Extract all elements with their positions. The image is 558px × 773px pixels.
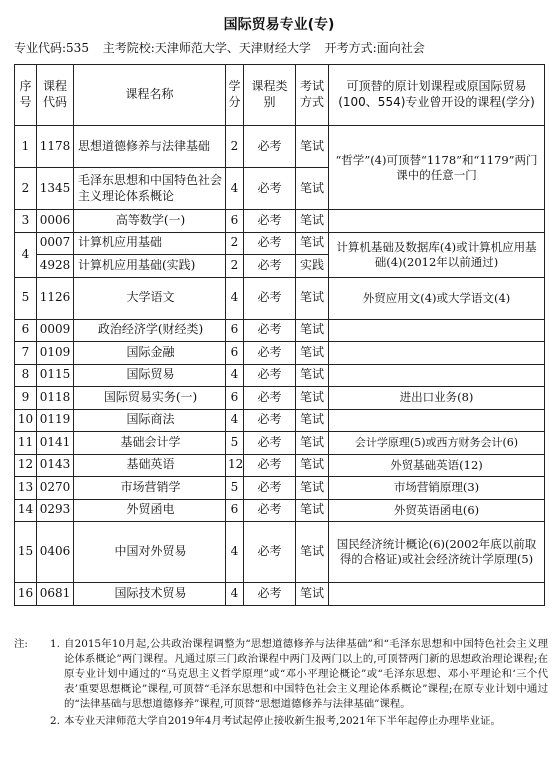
cell-exam: 笔试: [296, 499, 329, 522]
cell-seq: 12: [15, 454, 37, 477]
cell-type: 必考: [244, 432, 296, 455]
cell-credit: 5: [226, 477, 244, 500]
cell-exam: 笔试: [296, 126, 329, 168]
cell-type: 必考: [244, 168, 296, 210]
cell-credit: 6: [226, 342, 244, 365]
cell-code: 0270: [37, 477, 74, 500]
cell-code: 0406: [37, 522, 74, 583]
note-index: 1.: [50, 638, 60, 650]
cell-seq: 14: [15, 499, 37, 522]
cell-code: 0006: [37, 210, 74, 233]
cell-credit: 4: [226, 364, 244, 387]
cell-seq: 11: [15, 432, 37, 455]
cell-name: 思想道德修养与法律基础: [74, 126, 226, 168]
cell-replace: [329, 319, 545, 342]
cell-type: 必考: [244, 583, 296, 606]
cell-exam: 笔试: [296, 387, 329, 410]
header-seq: 序号: [15, 65, 37, 126]
cell-name: 毛泽东思想和中国特色社会主义理论体系概论: [74, 168, 226, 210]
cell-type: 必考: [244, 454, 296, 477]
note-text: 自2015年10月起,公共政治课程调整为“思想道德修养与法律基础”和“毛泽东思想和中国特色社会主义理论体系概论”两门课程。凡通过原三门政治课程中两门及两门以上的,可顶替两门新的思想政治理论课程;在原专业计划中通过的“马克思主义哲学原理”或“邓小平理论概论”或“毛泽东思想、邓小平理论和‘三个代表’重要思想概论”课程,可顶替“毛泽东思想和中国特色社会主义理论体系概论”课程;在原专业计划中通过的“法律基础与思想道德修养”课程,可顶替“思想道德修养与法律基础”课程。: [64, 638, 548, 711]
cell-replace: 外贸英语函电(6): [329, 499, 545, 522]
table-row: [15, 522, 545, 583]
table-row: [15, 232, 545, 255]
cell-replace: 计算机基础及数据库(4)或计算机应用基础(4)(2012年以前通过): [329, 232, 545, 277]
cell-replace: 进出口业务(8): [329, 387, 545, 410]
cell-name: 政治经济学(财经类): [74, 319, 226, 342]
cell-type: 必考: [244, 477, 296, 500]
cell-credit: 4: [226, 277, 244, 319]
note-text: 本专业天津师范大学自2019年4月考试起停止接收新生报考,2021年下半年起停止办理毕业证。: [64, 715, 501, 728]
cell-type: 必考: [244, 126, 296, 168]
table-row: [15, 210, 545, 233]
cell-type: 必考: [244, 319, 296, 342]
cell-credit: 6: [226, 210, 244, 233]
note-index: 2.: [50, 715, 60, 728]
cell-replace: 市场营销原理(3): [329, 477, 545, 500]
cell-name: 计算机应用基础: [74, 232, 226, 255]
table-row: [15, 499, 545, 522]
cell-credit: 2: [226, 255, 244, 278]
cell-credit: 4: [226, 168, 244, 210]
cell-exam: 笔试: [296, 454, 329, 477]
note-item: [14, 714, 548, 729]
cell-replace: [329, 364, 545, 387]
cell-name: 国际技术贸易: [74, 583, 226, 606]
cell-replace: [329, 210, 545, 233]
cell-exam: 笔试: [296, 319, 329, 342]
cell-code: 0115: [37, 364, 74, 387]
cell-type: 必考: [244, 255, 296, 278]
cell-replace: 会计学原理(5)或西方财务会计(6): [329, 432, 545, 455]
cell-name: 大学语文: [74, 277, 226, 319]
cell-exam: 笔试: [296, 364, 329, 387]
cell-exam: 笔试: [296, 210, 329, 233]
cell-name: 中国对外贸易: [74, 522, 226, 583]
cell-type: 必考: [244, 210, 296, 233]
cell-replace: [329, 409, 545, 432]
cell-seq: 3: [15, 210, 37, 233]
major-code: 专业代码:535: [14, 41, 89, 55]
header-name: 课程名称: [74, 65, 226, 126]
cell-code: 0141: [37, 432, 74, 455]
cell-code: 4928: [37, 255, 74, 278]
cell-credit: 2: [226, 126, 244, 168]
cell-exam: 笔试: [296, 432, 329, 455]
cell-type: 必考: [244, 387, 296, 410]
header-replace: 可顶替的原计划课程或原国际贸易(100、554)专业曾开设的课程(学分): [329, 65, 545, 126]
header-credit: 学分: [226, 65, 244, 126]
cell-code: 0119: [37, 409, 74, 432]
cell-exam: 笔试: [296, 409, 329, 432]
cell-type: 必考: [244, 277, 296, 319]
cell-exam: 笔试: [296, 342, 329, 365]
header-code: 课程代码: [37, 65, 74, 126]
table-row: [15, 387, 545, 410]
cell-type: 必考: [244, 522, 296, 583]
cell-replace: [329, 342, 545, 365]
cell-exam: 笔试: [296, 477, 329, 500]
cell-seq: 5: [15, 277, 37, 319]
cell-code: 0118: [37, 387, 74, 410]
cell-credit: 4: [226, 583, 244, 606]
cell-exam: 笔试: [296, 168, 329, 210]
cell-credit: 4: [226, 522, 244, 583]
cell-name: 国际贸易实务(一): [74, 387, 226, 410]
cell-name: 国际贸易: [74, 364, 226, 387]
cell-name: 国际商法: [74, 409, 226, 432]
cell-credit: 2: [226, 232, 244, 255]
cell-seq: 10: [15, 409, 37, 432]
meta-line: [14, 39, 544, 56]
cell-exam: 笔试: [296, 232, 329, 255]
cell-seq: 6: [15, 319, 37, 342]
cell-exam: 实践: [296, 255, 329, 278]
cell-code: 1126: [37, 277, 74, 319]
cell-seq: 16: [15, 583, 37, 606]
cell-code: 0293: [37, 499, 74, 522]
notes-label: 注:: [14, 638, 28, 650]
cell-credit: 6: [226, 387, 244, 410]
cell-seq: 2: [15, 168, 37, 210]
cell-type: 必考: [244, 364, 296, 387]
table-row: [15, 409, 545, 432]
cell-replace: [329, 583, 545, 606]
cell-type: 必考: [244, 232, 296, 255]
cell-replace: “哲学”(4)可顶替“1178”和“1179”两门课中的任意一门: [329, 126, 545, 210]
course-table: [14, 64, 545, 606]
exam-schools: 主考院校:天津师范大学、天津财经大学: [102, 41, 311, 55]
cell-seq: 8: [15, 364, 37, 387]
page-title: 国际贸易专业(专): [223, 17, 335, 33]
cell-credit: 6: [226, 319, 244, 342]
table-row: [15, 477, 545, 500]
cell-exam: 笔试: [296, 583, 329, 606]
cell-exam: 笔试: [296, 522, 329, 583]
table-row: [15, 583, 545, 606]
cell-code: 1178: [37, 126, 74, 168]
exam-mode: 开考方式:面向社会: [324, 41, 425, 55]
cell-seq: 13: [15, 477, 37, 500]
note-item: [14, 637, 548, 712]
cell-type: 必考: [244, 342, 296, 365]
cell-credit: 4: [226, 409, 244, 432]
cell-name: 外贸函电: [74, 499, 226, 522]
table-row: [15, 342, 545, 365]
table-row: [15, 126, 545, 168]
table-row: [15, 364, 545, 387]
cell-replace: 国民经济统计概论(6)(2002年底以前取得的合格证)或社会经济统计学原理(5): [329, 522, 545, 583]
cell-name: 计算机应用基础(实践): [74, 255, 226, 278]
cell-name: 高等数学(一): [74, 210, 226, 233]
table-header: [15, 65, 545, 126]
cell-code: 0681: [37, 583, 74, 606]
cell-name: 国际金融: [74, 342, 226, 365]
cell-credit: 5: [226, 432, 244, 455]
cell-credit: 12: [226, 454, 244, 477]
table-row: [15, 432, 545, 455]
header-exam: 考试方式: [296, 65, 329, 126]
cell-code: 1345: [37, 168, 74, 210]
cell-code: 0009: [37, 319, 74, 342]
cell-name: 基础英语: [74, 454, 226, 477]
cell-name: 市场营销学: [74, 477, 226, 500]
cell-name: 基础会计学: [74, 432, 226, 455]
cell-code: 0007: [37, 232, 74, 255]
cell-code: 0143: [37, 454, 74, 477]
header-type: 课程类别: [244, 65, 296, 126]
cell-type: 必考: [244, 499, 296, 522]
cell-seq: 1: [15, 126, 37, 168]
cell-seq: 15: [15, 522, 37, 583]
table-row: [15, 277, 545, 319]
cell-seq: 4: [15, 232, 37, 277]
cell-code: 0109: [37, 342, 74, 365]
cell-replace: 外贸应用文(4)或大学语文(4): [329, 277, 545, 319]
table-row: [15, 454, 545, 477]
cell-credit: 6: [226, 499, 244, 522]
cell-seq: 9: [15, 387, 37, 410]
cell-replace: 外贸基础英语(12): [329, 454, 545, 477]
cell-type: 必考: [244, 409, 296, 432]
cell-seq: 7: [15, 342, 37, 365]
cell-exam: 笔试: [296, 277, 329, 319]
table-row: [15, 319, 545, 342]
notes: [14, 637, 548, 729]
